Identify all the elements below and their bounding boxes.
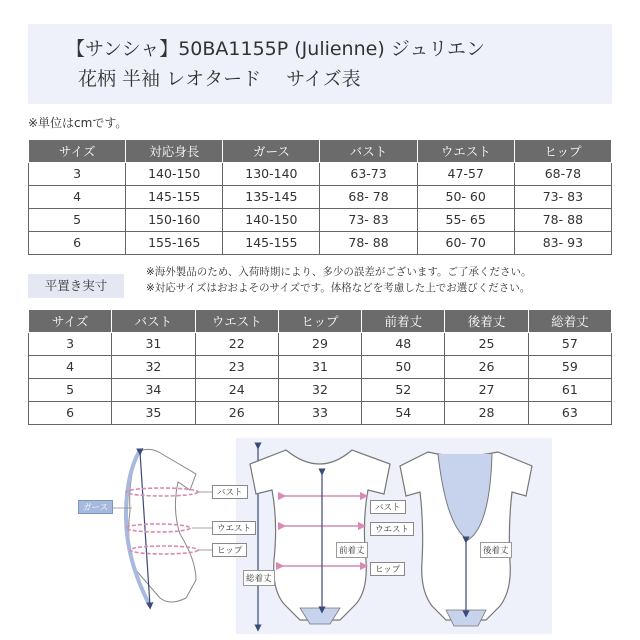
note-line: ※海外製品のため、入荷時期により、多少の誤差がございます。ご了承ください。 xyxy=(146,266,532,278)
unit-note: ※単位はcmです。 xyxy=(28,116,128,130)
flat-measurement-table xyxy=(28,310,612,425)
measure-header-row xyxy=(29,310,612,332)
header-cell: ヒップ xyxy=(514,140,611,162)
table-cell: 35 xyxy=(112,401,195,424)
notes xyxy=(146,264,532,296)
size-chart-header-row xyxy=(29,140,612,162)
waist-tag-front: ウエスト xyxy=(370,522,414,536)
measurement-diagram xyxy=(0,430,640,640)
table-cell: 26 xyxy=(445,355,528,378)
table-cell: 54 xyxy=(362,401,445,424)
table-row xyxy=(29,401,612,424)
product-title: 【サンシャ】50BA1155P (Julienne) ジュリエン xyxy=(66,38,486,60)
table-cell: 68- 78 xyxy=(320,185,417,208)
table-cell: 32 xyxy=(112,355,195,378)
table-cell: 140-150 xyxy=(223,208,320,231)
table-cell: 68-78 xyxy=(514,162,611,185)
header-cell: 前着丈 xyxy=(362,310,445,332)
table-row xyxy=(29,162,612,185)
table-cell: 145-155 xyxy=(126,185,223,208)
header-cell: ガース xyxy=(223,140,320,162)
header-cell: ヒップ xyxy=(278,310,361,332)
table-cell: 50- 60 xyxy=(417,185,514,208)
girth-tag: ガース xyxy=(78,500,113,514)
header-cell: バスト xyxy=(112,310,195,332)
front-leotard xyxy=(250,450,390,624)
table-cell: 5 xyxy=(29,208,126,231)
title-banner xyxy=(28,24,612,104)
table-cell: 130-140 xyxy=(223,162,320,185)
product-subtitle: 花柄 半袖 レオタード サイズ表 xyxy=(78,68,361,90)
table-cell: 26 xyxy=(195,401,278,424)
table-cell: 5 xyxy=(29,378,112,401)
table-cell: 24 xyxy=(195,378,278,401)
header-cell: ウエスト xyxy=(195,310,278,332)
size-chart-table xyxy=(28,140,612,255)
table-cell: 22 xyxy=(195,332,278,355)
header-cell: バスト xyxy=(320,140,417,162)
table-cell: 50 xyxy=(362,355,445,378)
table-row xyxy=(29,208,612,231)
hip-tag-left: ヒップ xyxy=(212,543,247,557)
table-row xyxy=(29,378,612,401)
back-leotard xyxy=(400,452,532,626)
table-cell: 31 xyxy=(278,355,361,378)
table-cell: 61 xyxy=(528,378,611,401)
table-cell: 73- 83 xyxy=(320,208,417,231)
total-length-label: 総着丈 xyxy=(243,570,275,586)
table-cell: 48 xyxy=(362,332,445,355)
header-cell: 対応身長 xyxy=(126,140,223,162)
note-line: ※対応サイズはおおよそのサイズです。体格などを考慮した上でお選びください。 xyxy=(146,282,531,294)
table-cell: 83- 93 xyxy=(514,231,611,254)
header-cell: サイズ xyxy=(29,140,126,162)
table-cell: 6 xyxy=(29,231,126,254)
table-row xyxy=(29,355,612,378)
table-cell: 47-57 xyxy=(417,162,514,185)
table-cell: 78- 88 xyxy=(514,208,611,231)
bust-tag-left: バスト xyxy=(212,485,248,499)
table-cell: 25 xyxy=(445,332,528,355)
leotard-illustration xyxy=(0,430,640,640)
table-cell: 34 xyxy=(112,378,195,401)
table-cell: 52 xyxy=(362,378,445,401)
table-cell: 3 xyxy=(29,162,126,185)
table-row xyxy=(29,231,612,254)
table-cell: 32 xyxy=(278,378,361,401)
table-cell: 4 xyxy=(29,355,112,378)
table-cell: 63 xyxy=(528,401,611,424)
header-cell: ウエスト xyxy=(417,140,514,162)
table-cell: 59 xyxy=(528,355,611,378)
back-length-label: 後着丈 xyxy=(480,542,512,558)
table-cell: 6 xyxy=(29,401,112,424)
table-cell: 57 xyxy=(528,332,611,355)
front-length-label: 前着丈 xyxy=(336,542,368,558)
bust-tag-front: バスト xyxy=(370,500,406,514)
table-cell: 33 xyxy=(278,401,361,424)
table-row xyxy=(29,332,612,355)
table-row xyxy=(29,185,612,208)
header-cell: サイズ xyxy=(29,310,112,332)
table-cell: 73- 83 xyxy=(514,185,611,208)
table-cell: 150-160 xyxy=(126,208,223,231)
table-cell: 4 xyxy=(29,185,126,208)
table-cell: 60- 70 xyxy=(417,231,514,254)
hip-tag-front: ヒップ xyxy=(370,562,405,576)
table-cell: 135-145 xyxy=(223,185,320,208)
body-figure xyxy=(126,449,198,606)
table-cell: 27 xyxy=(445,378,528,401)
flat-measurement-label: 平置き実寸 xyxy=(28,274,124,298)
table-cell: 3 xyxy=(29,332,112,355)
header-cell: 後着丈 xyxy=(445,310,528,332)
table-cell: 78- 88 xyxy=(320,231,417,254)
table-cell: 23 xyxy=(195,355,278,378)
table-cell: 55- 65 xyxy=(417,208,514,231)
table-cell: 140-150 xyxy=(126,162,223,185)
table-cell: 29 xyxy=(278,332,361,355)
table-cell: 31 xyxy=(112,332,195,355)
header-cell: 総着丈 xyxy=(528,310,611,332)
table-cell: 145-155 xyxy=(223,231,320,254)
table-cell: 63-73 xyxy=(320,162,417,185)
table-cell: 155-165 xyxy=(126,231,223,254)
waist-tag-left: ウエスト xyxy=(212,521,256,535)
table-cell: 28 xyxy=(445,401,528,424)
